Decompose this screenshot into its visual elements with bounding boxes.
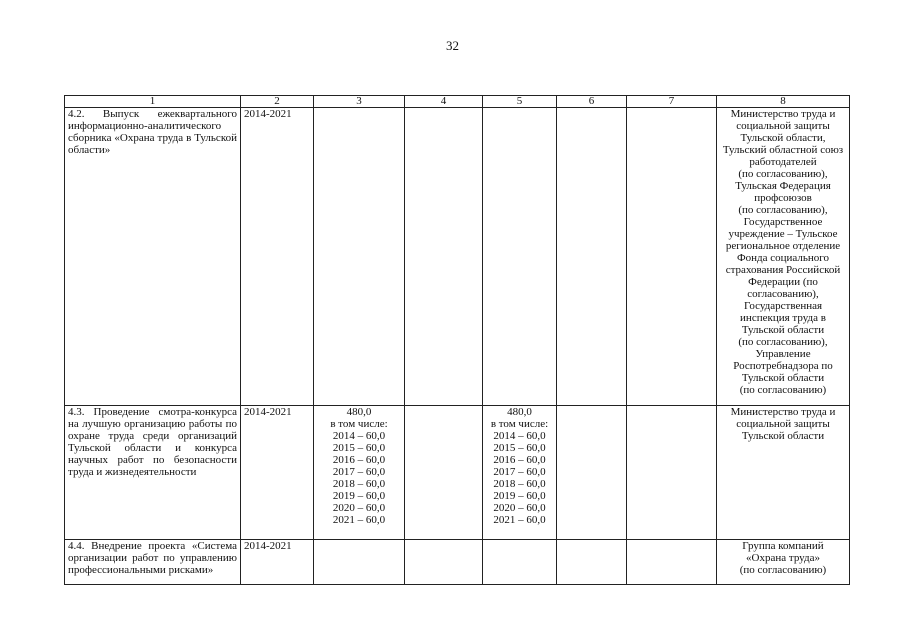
cell-line: работодателей (749, 156, 817, 168)
cell-line: 2017 – 60,0 (493, 466, 546, 478)
table-row (65, 108, 850, 406)
cell-line: 480,0 (507, 406, 532, 418)
cell-line: Министерство труда и (730, 108, 836, 120)
cell-line: Тульской области (741, 430, 825, 442)
column-header: 8 (717, 96, 850, 108)
cell-line: в том числе: (490, 418, 549, 430)
empty-cell (405, 540, 483, 585)
period-cell: 2014-2021 (241, 406, 314, 540)
cell-line: Тульской области (741, 372, 825, 384)
cell-line: 2021 – 60,0 (493, 514, 546, 526)
empty-cell (557, 540, 627, 585)
cell-line: (по согласованию) (739, 564, 827, 576)
column-header: 7 (627, 96, 717, 108)
cell-line: в том числе: (330, 418, 388, 430)
empty-cell (557, 406, 627, 540)
funding-total-cell (314, 108, 405, 406)
empty-cell (627, 540, 717, 585)
cell-line: (по согласованию), (738, 204, 828, 216)
empty-cell (627, 406, 717, 540)
cell-line: социальной защиты (736, 120, 830, 132)
column-header: 6 (557, 96, 627, 108)
column-header: 5 (483, 96, 557, 108)
funding-budget-cell (483, 540, 557, 585)
cell-line: 2018 – 60,0 (493, 478, 546, 490)
cell-line: Фонда социального (736, 252, 830, 264)
table-row (65, 540, 850, 585)
cell-line: Тульской области (741, 324, 825, 336)
funding-budget-cell (483, 108, 557, 406)
cell-line: 2021 – 60,0 (332, 514, 386, 526)
column-header: 3 (314, 96, 405, 108)
responsible-cell (717, 540, 850, 585)
cell-line: учреждение – Тульское (728, 228, 838, 240)
period-cell: 2014-2021 (241, 540, 314, 585)
cell-line: 2019 – 60,0 (332, 490, 386, 502)
cell-line: страхования Российской (725, 264, 841, 276)
responsible-cell (717, 406, 850, 540)
cell-line: (по согласованию), (738, 168, 828, 180)
cell-line: 2020 – 60,0 (332, 502, 386, 514)
cell-line: 2016 – 60,0 (493, 454, 546, 466)
column-header: 2 (241, 96, 314, 108)
cell-line: (по согласованию) (739, 384, 827, 396)
cell-line: 2020 – 60,0 (493, 502, 546, 514)
funding-total-cell (314, 406, 405, 540)
cell-line: 2019 – 60,0 (493, 490, 546, 502)
cell-line: Группа компаний (742, 540, 824, 552)
cell-line: 480,0 (346, 406, 372, 418)
cell-line: 2017 – 60,0 (332, 466, 386, 478)
cell-line: Министерство труда и (730, 406, 836, 418)
cell-line: «Охрана труда» (746, 552, 820, 564)
period-cell: 2014-2021 (241, 108, 314, 406)
funding-budget-cell (483, 406, 557, 540)
cell-line: согласованию), (747, 288, 819, 300)
column-header: 1 (65, 96, 241, 108)
empty-cell (405, 406, 483, 540)
cell-line: Государственная (743, 300, 823, 312)
cell-line: 2014 – 60,0 (493, 430, 546, 442)
cell-line: Государственное (743, 216, 823, 228)
cell-line: (по согласованию), (738, 336, 828, 348)
empty-cell (405, 108, 483, 406)
activity-description: 4.4. Внедрение проекта «Система организации работ по управлению профессиональными рисками» (65, 540, 241, 585)
cell-line: региональное отделение (725, 240, 841, 252)
empty-cell (557, 108, 627, 406)
cell-line: Роспотребнадзора по (733, 360, 833, 372)
column-header: 4 (405, 96, 483, 108)
cell-line: Тульская Федерация (735, 180, 831, 192)
cell-line: Управление (755, 348, 811, 360)
program-table (64, 95, 850, 585)
cell-line: 2016 – 60,0 (332, 454, 386, 466)
activity-description: 4.2. Выпуск ежеквартального информационно-аналитического сборника «Охрана труда в Тульской области» (65, 108, 241, 406)
cell-line: 2015 – 60,0 (332, 442, 386, 454)
responsible-cell (717, 108, 850, 406)
cell-line: Тульский областной союз (722, 144, 844, 156)
cell-line: 2014 – 60,0 (332, 430, 386, 442)
table-header-row (65, 96, 850, 108)
funding-total-cell (314, 540, 405, 585)
page-number: 32 (446, 38, 459, 53)
empty-cell (627, 108, 717, 406)
cell-line: профсоюзов (754, 192, 812, 204)
cell-line: 2018 – 60,0 (332, 478, 386, 490)
activity-description: 4.3. Проведение смотра-конкурса на лучшую организацию работы по охране труда среди организаций Тульской области и конкурса научных работ по безопасности труда и жизнедеятельности (65, 406, 241, 540)
cell-line: социальной защиты (736, 418, 830, 430)
cell-line: Федерации (по (748, 276, 818, 288)
cell-line: Тульской области, (740, 132, 826, 144)
cell-line: 2015 – 60,0 (493, 442, 546, 454)
table-row (65, 406, 850, 540)
cell-line: инспекция труда в (740, 312, 826, 324)
